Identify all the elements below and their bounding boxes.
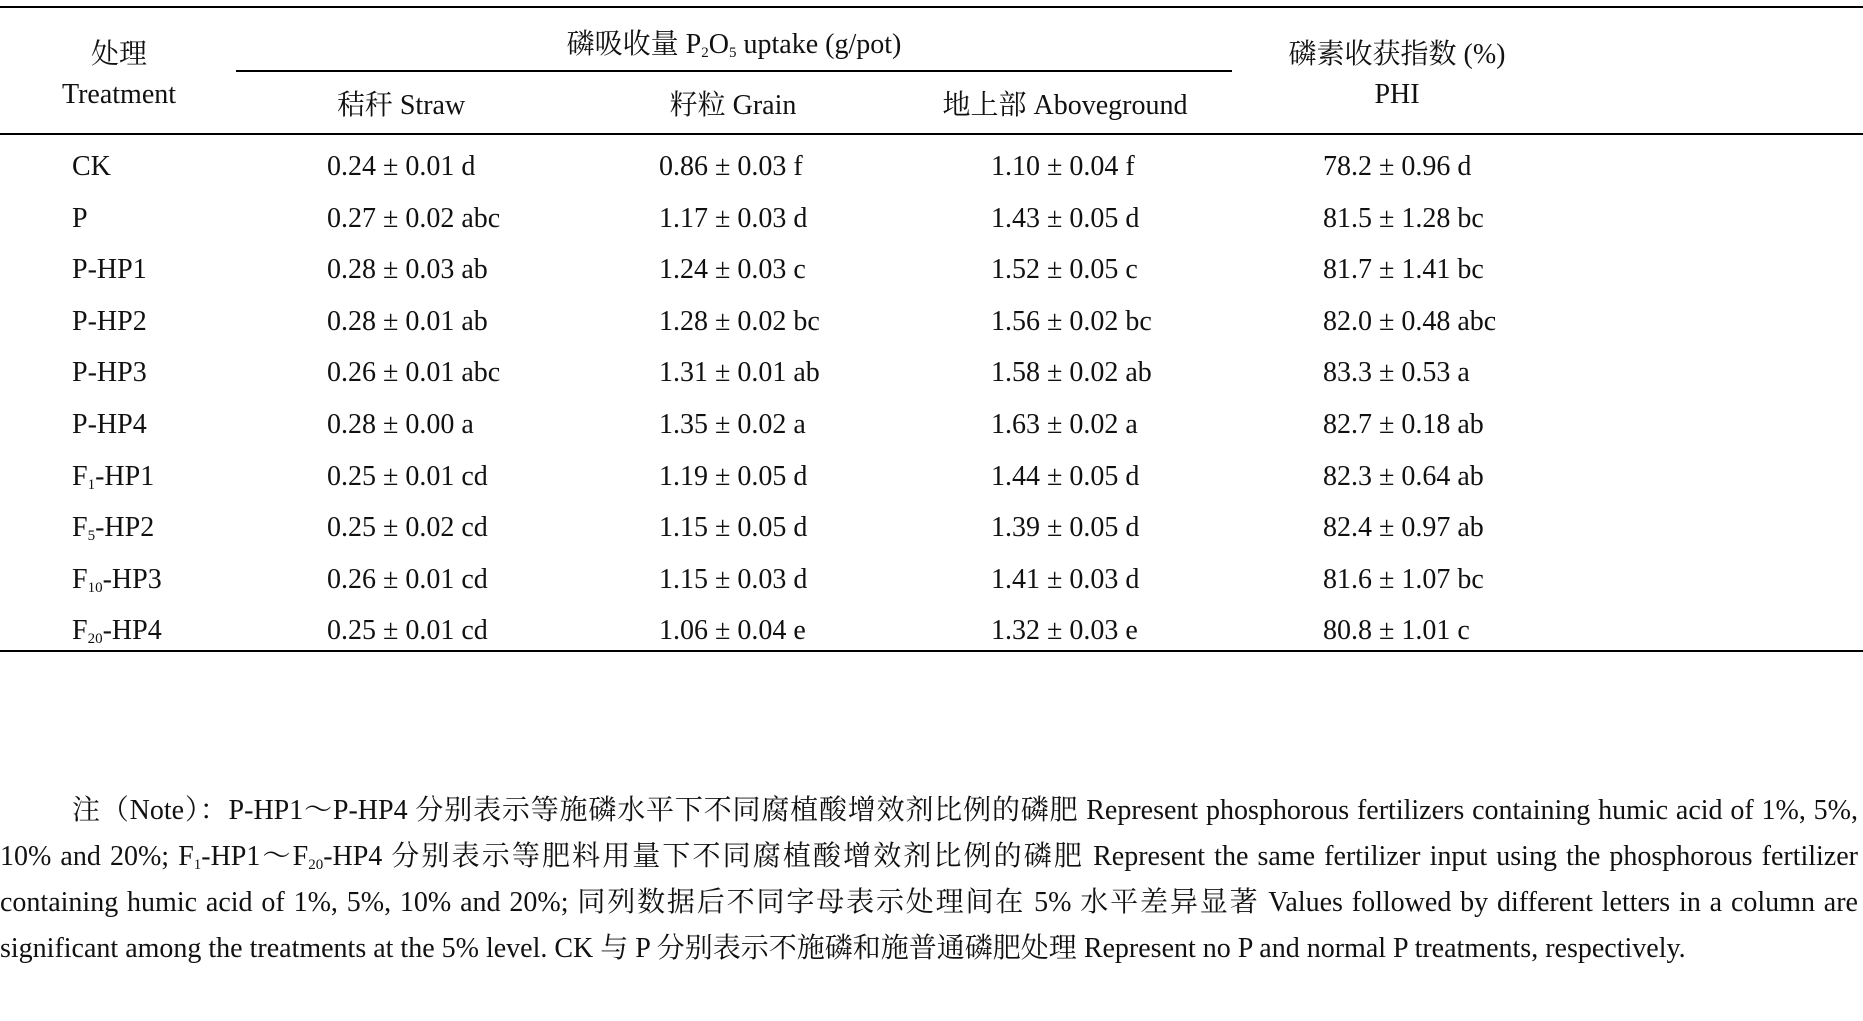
note-sub-b: 20 — [308, 857, 324, 873]
row-7-aboveground: 1.44 ± 0.05 d — [991, 461, 1140, 492]
row-10-phi: 80.8 ± 1.01 c — [1323, 615, 1470, 646]
header-grain: 籽粒 Grain — [669, 90, 797, 121]
row-7-straw: 0.25 ± 0.01 cd — [327, 461, 488, 492]
row-4-straw: 0.28 ± 0.01 ab — [327, 306, 488, 337]
row-10-straw: 0.25 ± 0.01 cd — [327, 615, 488, 646]
header-treatment-en: Treatment — [61, 79, 177, 110]
row-7-phi: 82.3 ± 0.64 ab — [1323, 461, 1484, 492]
row-9-straw: 0.26 ± 0.01 cd — [327, 564, 488, 595]
row-3-aboveground: 1.52 ± 0.05 c — [991, 254, 1138, 285]
treatment-base: F — [72, 461, 88, 492]
header-phi-zh: 磷素收获指数 (%) — [1288, 39, 1506, 70]
treatment-subscript: 5 — [87, 528, 96, 544]
row-6-treatment — [72, 408, 147, 442]
note-part1: 注（Note）：P-HP1～P-HP4 分别表示等施磷水平下不同腐植酸增效剂比例的磷肥 Represent phosphorous fertilizers containing humic acid of 1%, 5%, 10% and 20%; F — [0, 795, 1858, 872]
row-4-phi: 82.0 ± 0.48 abc — [1323, 306, 1497, 337]
row-5-phi: 83.3 ± 0.53 a — [1323, 357, 1470, 388]
treatment-base: P — [72, 203, 88, 234]
treatment-rest: -HP2 — [95, 512, 155, 543]
row-6-straw: 0.28 ± 0.00 a — [327, 409, 474, 440]
header-straw: 秸秆 Straw — [336, 90, 466, 121]
row-4-grain: 1.28 ± 0.02 bc — [659, 306, 820, 337]
header-uptake-sub2: 5 — [728, 45, 737, 61]
row-9-phi: 81.6 ± 1.07 bc — [1323, 564, 1484, 595]
header-uptake-suffix: uptake (g/pot) — [736, 29, 902, 60]
row-10-aboveground: 1.32 ± 0.03 e — [991, 615, 1138, 646]
header-uptake-sub1: 2 — [701, 45, 709, 61]
treatment-subscript: 20 — [87, 631, 103, 647]
row-8-straw: 0.25 ± 0.02 cd — [327, 512, 488, 543]
note-sub-a: 1 — [193, 857, 202, 873]
row-2-treatment — [72, 202, 88, 236]
header-rule — [0, 133, 1863, 135]
row-7-treatment — [72, 460, 154, 494]
header-uptake — [567, 28, 902, 62]
row-1-phi: 78.2 ± 0.96 d — [1323, 151, 1472, 182]
row-3-phi: 81.7 ± 1.41 bc — [1323, 254, 1484, 285]
treatment-subscript: 1 — [87, 477, 96, 493]
row-9-grain: 1.15 ± 0.03 d — [659, 564, 808, 595]
row-3-straw: 0.28 ± 0.03 ab — [327, 254, 488, 285]
row-6-phi: 82.7 ± 0.18 ab — [1323, 409, 1484, 440]
uptake-underline — [236, 70, 1232, 72]
row-8-treatment — [72, 511, 154, 545]
row-8-aboveground: 1.39 ± 0.05 d — [991, 512, 1140, 543]
treatment-base: P-HP3 — [72, 357, 147, 388]
row-9-aboveground: 1.41 ± 0.03 d — [991, 564, 1140, 595]
note-part2: -HP1～F — [201, 841, 309, 872]
header-uptake-prefix: 磷吸收量 P — [566, 29, 702, 60]
row-4-aboveground: 1.56 ± 0.02 bc — [991, 306, 1152, 337]
row-5-treatment — [72, 356, 147, 390]
row-5-straw: 0.26 ± 0.01 abc — [327, 357, 501, 388]
row-2-straw: 0.27 ± 0.02 abc — [327, 203, 501, 234]
row-10-grain: 1.06 ± 0.04 e — [659, 615, 806, 646]
treatment-rest: -HP4 — [102, 615, 162, 646]
header-aboveground: 地上部 Aboveground — [942, 90, 1188, 121]
row-3-grain: 1.24 ± 0.03 c — [659, 254, 806, 285]
bottom-rule — [0, 650, 1863, 652]
row-1-straw: 0.24 ± 0.01 d — [327, 151, 476, 182]
treatment-rest: -HP3 — [102, 564, 162, 595]
treatment-subscript: 10 — [87, 580, 103, 596]
row-1-grain: 0.86 ± 0.03 f — [659, 151, 803, 182]
row-3-treatment — [72, 253, 147, 287]
treatment-base: F — [72, 615, 88, 646]
header-treatment-zh: 处理 — [90, 39, 148, 70]
row-5-aboveground: 1.58 ± 0.02 ab — [991, 357, 1152, 388]
header-uptake-mid: O — [708, 29, 729, 60]
row-1-treatment — [72, 150, 111, 184]
treatment-base: F — [72, 564, 88, 595]
treatment-base: F — [72, 512, 88, 543]
row-1-aboveground: 1.10 ± 0.04 f — [991, 151, 1135, 182]
row-5-grain: 1.31 ± 0.01 ab — [659, 357, 820, 388]
top-rule — [0, 6, 1863, 8]
row-6-grain: 1.35 ± 0.02 a — [659, 409, 806, 440]
treatment-base: P-HP1 — [72, 254, 147, 285]
row-8-phi: 82.4 ± 0.97 ab — [1323, 512, 1484, 543]
row-6-aboveground: 1.63 ± 0.02 a — [991, 409, 1138, 440]
row-10-treatment — [72, 614, 162, 648]
treatment-rest: -HP1 — [95, 461, 155, 492]
row-7-grain: 1.19 ± 0.05 d — [659, 461, 808, 492]
table-note — [0, 788, 1858, 972]
treatment-base: CK — [72, 151, 111, 182]
row-9-treatment — [72, 563, 162, 597]
row-8-grain: 1.15 ± 0.05 d — [659, 512, 808, 543]
note-part3: -HP4 分别表示等肥料用量下不同腐植酸增效剂比例的磷肥 Represent the same fertilizer input using the phosphorous fertilizer containing humic acid of 1%, 5%, 10% and 20%; 同列数据后不同字母表示处理间在 5% 水平差异显著 Values followed by different letters in a column are significant among the treatments at the 5% level. CK 与 P 分别表示不施磷和施普通磷肥处理 Represent no P and normal P treatments, respectively. — [0, 841, 1858, 964]
note-paragraph — [0, 788, 1858, 972]
header-phi-en: PHI — [1374, 79, 1420, 110]
row-2-grain: 1.17 ± 0.03 d — [659, 203, 808, 234]
treatment-base: P-HP4 — [72, 409, 147, 440]
treatment-base: P-HP2 — [72, 306, 147, 337]
row-2-aboveground: 1.43 ± 0.05 d — [991, 203, 1140, 234]
row-2-phi: 81.5 ± 1.28 bc — [1323, 203, 1484, 234]
row-4-treatment — [72, 305, 147, 339]
